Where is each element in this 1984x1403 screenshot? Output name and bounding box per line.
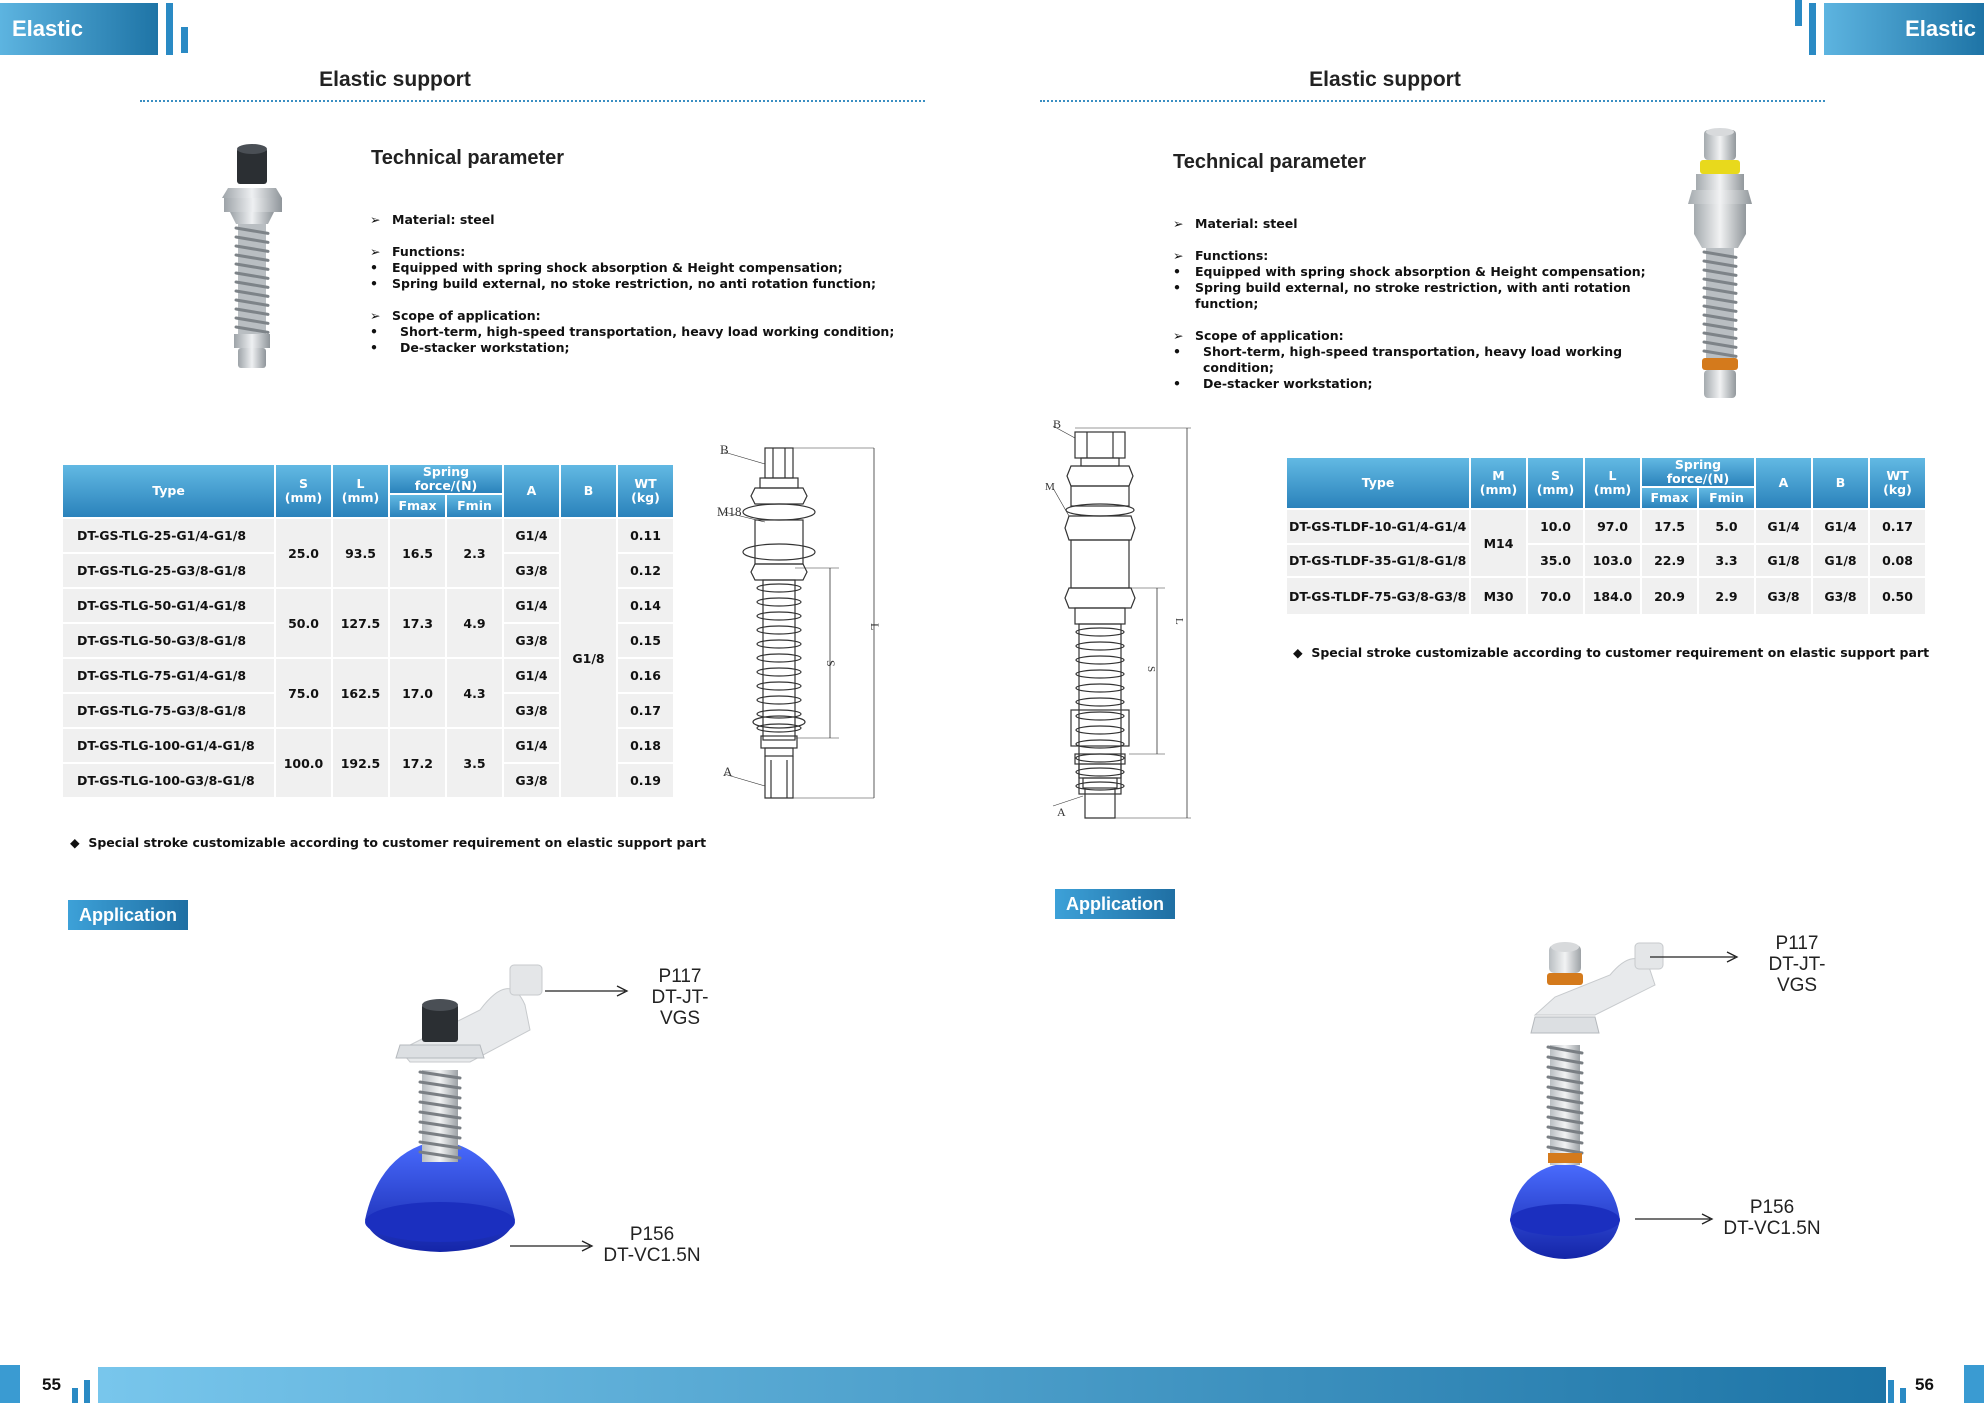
cell-l: 103.0 xyxy=(1585,545,1640,576)
right-tech-title: Technical parameter xyxy=(1173,151,1367,173)
left-callout-top xyxy=(640,966,720,1029)
footer-bar-decor-right-2 xyxy=(1900,1388,1906,1403)
dot-bullet-icon: • xyxy=(370,276,378,291)
footer-bar-decor-left-3 xyxy=(84,1380,90,1403)
header-bar-decor-right-2 xyxy=(1809,3,1816,55)
callout-line: VGS xyxy=(659,1008,701,1029)
arrow-bullet-icon: ➢ xyxy=(1173,248,1184,263)
cell-fmax: 22.9 xyxy=(1642,545,1697,576)
left-spec-table xyxy=(61,463,675,799)
right-function-item: Equipped with spring shock absorption & Height compensation; xyxy=(1195,264,1646,279)
right-note xyxy=(1293,645,1929,660)
cell-b: G3/8 xyxy=(1813,578,1868,614)
cell-fmax: 20.9 xyxy=(1642,578,1697,614)
left-page-number: 55 xyxy=(42,1375,61,1394)
col-header-type: Type xyxy=(1287,458,1469,508)
table-row xyxy=(1287,578,1925,614)
cell-fmin: 3.5 xyxy=(447,729,502,797)
cell-type: DT-GS-TLDF-75-G3/8-G3/8 xyxy=(1287,578,1469,614)
cell-fmin: 3.3 xyxy=(1699,545,1754,576)
cell-type: DT-GS-TLG-100-G3/8-G1/8 xyxy=(63,764,274,797)
cell-b: G1/4 xyxy=(1813,510,1868,543)
left-function-item: Equipped with spring shock absorption & Height compensation; xyxy=(392,260,843,275)
drawing-label-a: A xyxy=(1057,805,1066,819)
dot-bullet-icon: • xyxy=(1173,280,1181,295)
footer-bar-decor-right xyxy=(1888,1380,1894,1403)
cell-b: G1/8 xyxy=(561,519,616,797)
arrow-bullet-icon: ➢ xyxy=(370,244,381,259)
col-header-a: A xyxy=(504,465,559,517)
left-technical-drawing xyxy=(715,440,885,810)
cell-l: 184.0 xyxy=(1585,578,1640,614)
diamond-bullet-icon: ◆ xyxy=(70,835,80,850)
right-section-title: Elastic support xyxy=(1309,68,1461,91)
cell-wt: 0.17 xyxy=(618,694,673,727)
right-callout-bottom xyxy=(1720,1197,1824,1239)
header-tag-left: Elastic support xyxy=(0,3,158,55)
col-header-fmin: Fmin xyxy=(447,495,502,517)
left-application-label: Application xyxy=(68,900,188,930)
cell-fmax: 17.0 xyxy=(390,659,445,727)
left-note xyxy=(70,835,706,850)
left-callout-arrow-top xyxy=(545,985,630,997)
right-scope-item: Short-term, high-speed transportation, heavy load working condition; xyxy=(1203,344,1623,375)
left-material: Material: steel xyxy=(392,212,495,227)
cell-a: G3/8 xyxy=(504,554,559,587)
cell-l: 97.0 xyxy=(1585,510,1640,543)
left-section-title: Elastic support xyxy=(319,68,471,91)
cell-wt: 0.08 xyxy=(1870,545,1925,576)
right-scope-label: Scope of application: xyxy=(1195,328,1344,343)
left-callout-arrow-bottom xyxy=(510,1240,595,1252)
diamond-bullet-icon: ◆ xyxy=(1293,645,1303,660)
cell-a: G3/8 xyxy=(504,624,559,657)
col-header-wt: WT (kg) xyxy=(618,465,673,517)
arrow-bullet-icon: ➢ xyxy=(1173,216,1184,231)
cell-type: DT-GS-TLG-50-G3/8-G1/8 xyxy=(63,624,274,657)
drawing-label-m: M xyxy=(1045,481,1055,493)
cell-a: G1/4 xyxy=(504,659,559,692)
right-page-number: 56 xyxy=(1915,1375,1934,1394)
col-header-b: B xyxy=(1813,458,1868,508)
cell-l: 162.5 xyxy=(333,659,388,727)
right-scope-item: De-stacker workstation; xyxy=(1203,376,1373,391)
cell-b: G1/8 xyxy=(1813,545,1868,576)
col-header-l: L (mm) xyxy=(333,465,388,517)
right-spec-table xyxy=(1285,456,1927,616)
col-header-spring-force: Spring force/(N) xyxy=(1642,458,1754,486)
cell-a: G3/8 xyxy=(504,764,559,797)
right-function-item: Spring build external, no stroke restriction, with anti rotation function; xyxy=(1195,280,1631,311)
footer-bar-decor-left xyxy=(0,1365,20,1403)
cell-a: G1/8 xyxy=(1756,545,1811,576)
table-row xyxy=(1287,510,1925,543)
left-product-image xyxy=(220,140,290,375)
col-header-fmax: Fmax xyxy=(1642,488,1697,508)
left-tech-title: Technical parameter xyxy=(371,147,565,169)
callout-line: DT-VC1.5N xyxy=(603,1245,701,1266)
col-header-fmin: Fmin xyxy=(1699,488,1754,508)
right-note-text: Special stroke customizable according to customer requirement on elastic support part xyxy=(1311,645,1930,660)
callout-line: P117 xyxy=(1775,933,1819,954)
dot-bullet-icon: • xyxy=(1173,376,1181,391)
cell-a: G3/8 xyxy=(1756,578,1811,614)
cell-fmax: 17.2 xyxy=(390,729,445,797)
callout-line: VGS xyxy=(1776,975,1818,996)
dot-bullet-icon: • xyxy=(370,340,378,355)
cell-fmax: 16.5 xyxy=(390,519,445,587)
right-info-block xyxy=(1173,216,1693,392)
cell-type: DT-GS-TLG-25-G1/4-G1/8 xyxy=(63,519,274,552)
cell-s: 100.0 xyxy=(276,729,331,797)
left-callout-bottom xyxy=(600,1224,704,1266)
col-header-type: Type xyxy=(63,465,274,517)
right-callout-arrow-bottom xyxy=(1635,1213,1715,1225)
cell-s: 75.0 xyxy=(276,659,331,727)
cell-type: DT-GS-TLG-75-G3/8-G1/8 xyxy=(63,694,274,727)
table-row xyxy=(1287,545,1925,576)
cell-l: 127.5 xyxy=(333,589,388,657)
callout-line: P156 xyxy=(1749,1197,1795,1218)
left-application-image xyxy=(360,950,640,1290)
col-header-wt: WT (kg) xyxy=(1870,458,1925,508)
cell-fmin: 4.3 xyxy=(447,659,502,727)
cell-m: M14 xyxy=(1471,510,1526,576)
header-tag-right: Elastic support xyxy=(1824,3,1984,55)
drawing-label-l: L xyxy=(1173,618,1185,625)
cell-fmin: 2.9 xyxy=(1699,578,1754,614)
header-bar-decor-left xyxy=(166,3,173,55)
cell-type: DT-GS-TLDF-10-G1/4-G1/4 xyxy=(1287,510,1469,543)
cell-a: G1/4 xyxy=(504,519,559,552)
table-row xyxy=(63,519,673,552)
callout-line: DT-JT- xyxy=(651,987,709,1008)
cell-wt: 0.15 xyxy=(618,624,673,657)
col-header-l: L (mm) xyxy=(1585,458,1640,508)
footer-bar xyxy=(98,1367,1886,1403)
right-application-label: Application xyxy=(1055,889,1175,919)
right-material: Material: steel xyxy=(1195,216,1298,231)
cell-l: 93.5 xyxy=(333,519,388,587)
cell-type: DT-GS-TLG-50-G1/4-G1/8 xyxy=(63,589,274,622)
cell-l: 192.5 xyxy=(333,729,388,797)
left-functions-label: Functions: xyxy=(392,244,466,259)
header-bar-decor-left-2 xyxy=(181,27,188,53)
cell-wt: 0.18 xyxy=(618,729,673,762)
cell-type: DT-GS-TLDF-35-G1/8-G1/8 xyxy=(1287,545,1469,576)
col-header-b: B xyxy=(561,465,616,517)
col-header-spring-force: Spring force/(N) xyxy=(390,465,502,493)
dot-bullet-icon: • xyxy=(1173,264,1181,279)
cell-fmin: 5.0 xyxy=(1699,510,1754,543)
col-header-m: M (mm) xyxy=(1471,458,1526,508)
drawing-label-l: L xyxy=(868,623,882,631)
drawing-label-s: S xyxy=(1145,666,1157,673)
cell-s: 25.0 xyxy=(276,519,331,587)
cell-wt: 0.19 xyxy=(618,764,673,797)
drawing-label-m: M18 xyxy=(717,504,742,519)
cell-wt: 0.50 xyxy=(1870,578,1925,614)
dot-bullet-icon: • xyxy=(370,260,378,275)
cell-type: DT-GS-TLG-100-G1/4-G1/8 xyxy=(63,729,274,762)
drawing-label-s: S xyxy=(824,660,838,667)
right-callout-arrow-top xyxy=(1650,951,1740,963)
drawing-label-b: B xyxy=(1053,418,1062,431)
cell-wt: 0.17 xyxy=(1870,510,1925,543)
cell-s: 70.0 xyxy=(1528,578,1583,614)
col-header-s: S (mm) xyxy=(1528,458,1583,508)
cell-fmax: 17.3 xyxy=(390,589,445,657)
cell-a: G1/4 xyxy=(504,729,559,762)
cell-wt: 0.16 xyxy=(618,659,673,692)
col-header-s: S (mm) xyxy=(276,465,331,517)
right-functions-label: Functions: xyxy=(1195,248,1269,263)
right-title-divider xyxy=(1040,100,1825,102)
cell-s: 10.0 xyxy=(1528,510,1583,543)
arrow-bullet-icon: ➢ xyxy=(1173,328,1184,343)
right-callout-top xyxy=(1757,933,1837,996)
callout-line: P156 xyxy=(629,1224,675,1245)
footer-bar-decor-right-3 xyxy=(1964,1365,1984,1403)
callout-line: P117 xyxy=(658,966,702,987)
cell-type: DT-GS-TLG-75-G1/4-G1/8 xyxy=(63,659,274,692)
cell-wt: 0.12 xyxy=(618,554,673,587)
left-function-item: Spring build external, no stoke restriction, no anti rotation function; xyxy=(392,276,877,291)
col-header-a: A xyxy=(1756,458,1811,508)
right-product-image xyxy=(1680,128,1760,403)
cell-fmax: 17.5 xyxy=(1642,510,1697,543)
callout-line: DT-VC1.5N xyxy=(1723,1218,1821,1239)
cell-fmin: 4.9 xyxy=(447,589,502,657)
col-header-fmax: Fmax xyxy=(390,495,445,517)
dot-bullet-icon: • xyxy=(370,324,378,339)
left-info-block xyxy=(370,212,910,356)
cell-a: G1/4 xyxy=(1756,510,1811,543)
arrow-bullet-icon: ➢ xyxy=(370,212,381,227)
cell-a: G3/8 xyxy=(504,694,559,727)
drawing-label-a: A xyxy=(723,764,733,779)
cell-a: G1/4 xyxy=(504,589,559,622)
dot-bullet-icon: • xyxy=(1173,344,1181,359)
cell-wt: 0.14 xyxy=(618,589,673,622)
arrow-bullet-icon: ➢ xyxy=(370,308,381,323)
callout-line: DT-JT- xyxy=(1768,954,1826,975)
left-note-text: Special stroke customizable according to customer requirement on elastic support part xyxy=(88,835,707,850)
left-title-divider xyxy=(140,100,925,102)
left-scope-item: De-stacker workstation; xyxy=(400,340,570,355)
cell-type: DT-GS-TLG-25-G3/8-G1/8 xyxy=(63,554,274,587)
footer-bar-decor-left-2 xyxy=(72,1388,78,1403)
drawing-label-b: B xyxy=(720,442,729,457)
cell-s: 50.0 xyxy=(276,589,331,657)
cell-s: 35.0 xyxy=(1528,545,1583,576)
left-scope-label: Scope of application: xyxy=(392,308,541,323)
header-bar-decor-right xyxy=(1795,0,1802,26)
cell-m: M30 xyxy=(1471,578,1526,614)
right-technical-drawing xyxy=(1045,418,1195,823)
left-scope-item: Short-term, high-speed transportation, heavy load working condition; xyxy=(400,324,895,339)
cell-wt: 0.11 xyxy=(618,519,673,552)
cell-fmin: 2.3 xyxy=(447,519,502,587)
